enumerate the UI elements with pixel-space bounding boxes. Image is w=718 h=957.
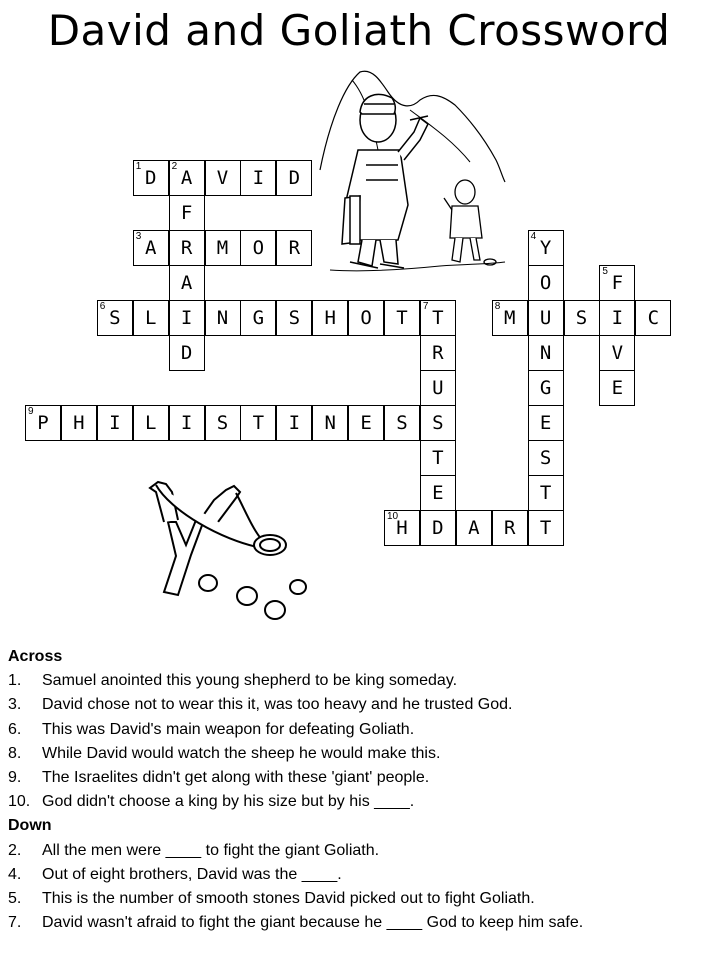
cell-letter: G xyxy=(539,377,552,399)
cell-letter: V xyxy=(611,342,624,364)
cell-letter: T xyxy=(432,447,444,469)
across-clues xyxy=(8,669,583,814)
grid-cell[interactable] xyxy=(97,300,133,336)
cell-letter: M xyxy=(503,307,516,329)
grid-cell[interactable] xyxy=(169,335,205,371)
grid-cell[interactable] xyxy=(456,510,492,546)
cell-letter: S xyxy=(575,307,588,329)
page-title: David and Goliath Crossword xyxy=(47,6,671,55)
cell-letter: D xyxy=(432,517,444,539)
grid-cell[interactable] xyxy=(169,160,205,196)
grid-cell[interactable] xyxy=(599,265,635,301)
cell-letter: E xyxy=(539,412,552,434)
grid-cell[interactable] xyxy=(420,475,456,511)
clue-number: 5 xyxy=(602,266,608,277)
grid-cell[interactable] xyxy=(348,405,384,441)
cell-letter: T xyxy=(539,517,552,539)
cell-letter: H xyxy=(73,412,85,434)
cell-letter: E xyxy=(611,377,624,399)
grid-cell[interactable] xyxy=(276,300,312,336)
grid-cell[interactable] xyxy=(205,405,241,441)
clue-row: 9. The Israelites didn't get along with these 'giant' people. xyxy=(8,769,430,787)
cell-letter: R xyxy=(432,342,444,364)
grid-cell[interactable] xyxy=(240,300,276,336)
grid-cell[interactable] xyxy=(420,440,456,476)
grid-cell[interactable] xyxy=(133,405,169,441)
grid-cell[interactable] xyxy=(384,405,420,441)
cell-letter: S xyxy=(539,447,552,469)
cell-letter: U xyxy=(539,307,552,329)
clue-row: 6. This was David's main weapon for defeating Goliath. xyxy=(8,720,415,738)
grid-cell[interactable] xyxy=(240,405,276,441)
grid-cell[interactable] xyxy=(599,300,635,336)
cell-letter: A xyxy=(180,167,193,189)
grid-cell[interactable] xyxy=(384,510,420,546)
cell-letter: R xyxy=(288,237,301,259)
cell-letter: L xyxy=(144,412,157,434)
grid-cell[interactable] xyxy=(276,405,312,441)
grid-cell[interactable] xyxy=(528,335,564,371)
cell-letter: C xyxy=(647,307,660,329)
clue-number: 8 xyxy=(494,301,501,312)
cell-letter: E xyxy=(360,412,372,434)
grid-cell[interactable] xyxy=(169,230,205,266)
grid-cell[interactable] xyxy=(528,440,564,476)
cell-letter: N xyxy=(216,307,229,329)
clue-number: 9 xyxy=(28,406,34,417)
cell-letter: R xyxy=(503,517,516,539)
grid-cell[interactable] xyxy=(348,300,384,336)
grid-cell[interactable] xyxy=(276,160,312,196)
clue-list xyxy=(8,645,583,935)
grid-cell[interactable] xyxy=(420,510,456,546)
cell-letter: H xyxy=(396,517,408,539)
cell-letter: I xyxy=(109,412,121,434)
grid-cell[interactable] xyxy=(312,405,348,441)
clue-number: 3 xyxy=(135,231,142,242)
grid-cell[interactable] xyxy=(133,230,169,266)
clue-row: 1. Samuel anointed this young shepherd to be king someday. xyxy=(8,672,458,690)
cell-letter: F xyxy=(180,202,193,224)
cell-letter: D xyxy=(180,342,193,364)
clue-row: 10. God didn't choose a king by his size but by his ____. xyxy=(8,793,415,811)
cell-letter: Y xyxy=(539,237,552,259)
cell-letter: T xyxy=(252,412,265,434)
clue-number: 2 xyxy=(171,161,178,172)
cell-letter: I xyxy=(611,307,624,329)
clue-row: 4. Out of eight brothers, David was the ____. xyxy=(8,865,342,883)
grid-cell[interactable] xyxy=(240,230,276,266)
grid-cell[interactable] xyxy=(97,405,133,441)
clue-number: 4 xyxy=(530,231,537,242)
cell-letter: A xyxy=(144,237,157,259)
grid-cell[interactable] xyxy=(169,195,205,231)
clue-row: 5. This is the number of smooth stones David picked out to fight Goliath. xyxy=(8,890,535,908)
cell-letter: D xyxy=(144,167,157,189)
cell-letter: H xyxy=(324,307,336,329)
grid-cell[interactable] xyxy=(240,160,276,196)
cell-letter: O xyxy=(360,307,372,329)
grid-cell[interactable] xyxy=(205,230,241,266)
clue-row: 8. While David would watch the sheep he would make this. xyxy=(8,744,441,762)
cell-letter: P xyxy=(37,412,49,434)
cell-letter: S xyxy=(432,412,444,434)
cell-letter: D xyxy=(288,167,301,189)
grid-cell[interactable] xyxy=(61,405,97,441)
grid-cell[interactable] xyxy=(384,300,420,336)
cell-letter: I xyxy=(180,412,193,434)
grid-cell[interactable] xyxy=(564,300,600,336)
grid-cell[interactable] xyxy=(635,300,671,336)
down-header: Down xyxy=(8,817,52,835)
across-header: Across xyxy=(8,648,63,665)
grid-cell[interactable] xyxy=(492,510,528,546)
grid-cell[interactable] xyxy=(312,300,348,336)
cell-letter: I xyxy=(288,412,301,434)
cell-letter: F xyxy=(611,272,624,294)
cell-letter: N xyxy=(324,412,336,434)
cell-letter: S xyxy=(288,307,301,329)
grid-cell[interactable] xyxy=(599,370,635,406)
grid-cell[interactable] xyxy=(420,370,456,406)
grid-cell[interactable] xyxy=(205,160,241,196)
cell-letter: T xyxy=(539,482,552,504)
cell-letter: R xyxy=(180,237,193,259)
grid-cell[interactable] xyxy=(528,230,564,266)
cell-letter: S xyxy=(109,307,121,329)
cell-letter: G xyxy=(252,307,265,329)
grid-cell[interactable] xyxy=(276,230,312,266)
grid-cell[interactable] xyxy=(133,160,169,196)
grid-cell[interactable] xyxy=(528,300,564,336)
cell-letter: O xyxy=(539,272,552,294)
grid-cell[interactable] xyxy=(420,405,456,441)
cell-letter: E xyxy=(432,482,444,504)
grid-cell[interactable] xyxy=(205,300,241,336)
grid-cell[interactable] xyxy=(133,300,169,336)
cell-letter: I xyxy=(252,167,265,189)
grid-cell[interactable] xyxy=(169,405,205,441)
cell-letter: S xyxy=(396,412,408,434)
clue-number: 10 xyxy=(387,511,399,522)
grid-cell[interactable] xyxy=(528,405,564,441)
grid-cell[interactable] xyxy=(528,370,564,406)
grid-cell[interactable] xyxy=(420,300,456,336)
cell-letter: M xyxy=(216,237,229,259)
grid-cell[interactable] xyxy=(169,265,205,301)
cell-letter: T xyxy=(432,307,444,329)
clue-number: 1 xyxy=(135,161,142,172)
clue-row: 7. David wasn't afraid to fight the giant because he ____ God to keep him safe. xyxy=(8,914,584,932)
cell-letter: V xyxy=(216,167,229,189)
grid-cell[interactable] xyxy=(420,335,456,371)
cell-letter: S xyxy=(216,412,229,434)
cell-letter: U xyxy=(432,377,444,399)
grid-cell[interactable] xyxy=(492,300,528,336)
grid-cell[interactable] xyxy=(528,265,564,301)
cell-letter: N xyxy=(539,342,552,364)
clue-row: 3. David chose not to wear this it, was too heavy and he trusted God. xyxy=(8,696,513,714)
cell-letter: A xyxy=(180,272,193,294)
cell-letter: I xyxy=(180,307,193,329)
clue-row: 2. All the men were ____ to fight the giant Goliath. xyxy=(8,841,380,859)
cell-letter: T xyxy=(396,307,408,329)
grid-cell[interactable] xyxy=(599,335,635,371)
grid-cell[interactable] xyxy=(25,405,61,441)
clue-number: 6 xyxy=(99,301,106,312)
clue-number: 7 xyxy=(422,301,429,312)
grid-cell[interactable] xyxy=(169,300,205,336)
cell-letter: O xyxy=(252,237,265,259)
grid-cell[interactable] xyxy=(528,510,564,546)
grid-cell[interactable] xyxy=(528,475,564,511)
cell-letter: A xyxy=(468,517,480,539)
cell-letter: L xyxy=(144,307,157,329)
down-clues xyxy=(8,839,583,936)
